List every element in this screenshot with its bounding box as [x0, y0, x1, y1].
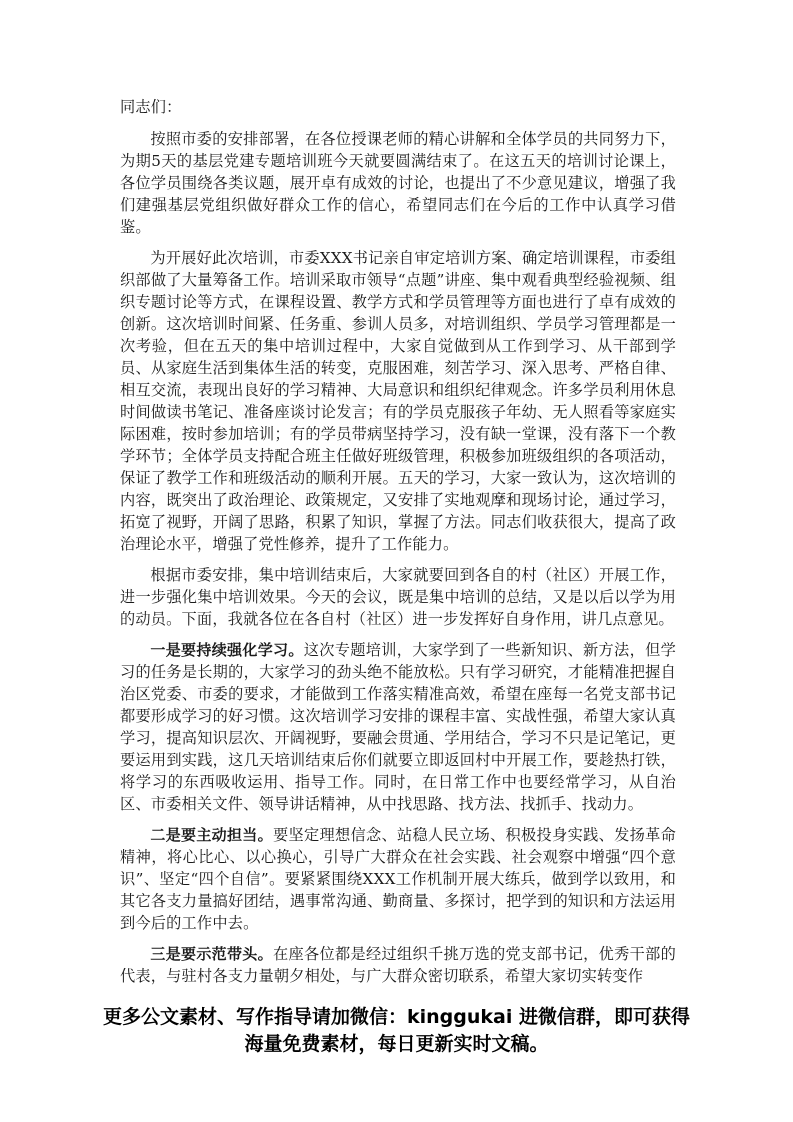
- paragraph-opening: [120, 128, 676, 238]
- paragraph-training-review: [120, 247, 676, 555]
- promo-line-1: 更多公文素材、写作指导请加微信：kinggukai 进微信群，即可获得: [103, 1006, 690, 1028]
- paragraph-text: 在座各位都是经过组织千挑万选的党支部书记，优秀干部的代表，与驻村各支力量朝夕相处，与广大群众密切联系，希望大家切实转变作: [120, 945, 676, 985]
- document-body: [120, 96, 676, 987]
- paragraph-point-one: [120, 639, 676, 815]
- paragraph-text: 为开展好此次培训，市委XXX书记亲自审定培训方案、确定培训课程，市委组织部做了大量筹备工作。培训采取市领导“点题”讲座、集中观看典型经验视频、组织专题讨论等方式，在课程设置、教学方式和学员管理等方面也进行了卓有成效的创新。这次培训时间紧、任务重、参训人员多，对培训组织、学员学习管理都是一次考验，但在五天的集中培训过程中，大家自觉做到从工作到学习、从干部到学员、从家庭生活到集体生活的转变，克服困难，刻苦学习、深入思考、严格自律、相互交流，表现出良好的学习精神、大局意识和组织纪律观念。许多学员利用休息时间做读书笔记、准备座谈讨论发言；有的学员克服孩子年幼、无人照看等家庭实际困难，按时参加培训；有的学员带病坚持学习，没有缺一堂课，没有落下一个教学环节；全体学员支持配合班主任做好班级管理，积极参加班级组织的各项活动，保证了教学工作和班级活动的顺利开展。五天的学习，大家一致认为，这次培训的内容，既突出了政治理论、政策规定，又安排了实地观摩和现场讨论，通过学习，拓宽了视野，开阔了思路，积累了知识，掌握了方法。同志们收获很大，提高了政治理论水平，增强了党性修养，提升了工作能力。: [120, 249, 676, 553]
- paragraph-point-two: [120, 824, 676, 934]
- promo-footer: [100, 1004, 693, 1058]
- paragraph-text: 按照市委的安排部署，在各位授课老师的精心讲解和全体学员的共同努力下，为期5天的基层党建专题培训班今天就要圆满结束了。在这五天的培训讨论课上，各位学员围绕各类议题，展开卓有成效的讨论，也提出了不少意见建议，增强了我们建强基层党组织做好群众工作的信心，希望同志们在今后的工作中认真学习借鉴。: [120, 130, 676, 236]
- point-heading: 三是要示范带头。: [150, 945, 273, 963]
- point-heading: 一是要持续强化学习。: [150, 641, 304, 659]
- paragraph-text: 这次专题培训，大家学到了一些新知识、新方法，但学习的任务是长期的，大家学习的劲头绝不能放松。只有学习研究，才能精准把握自治区党委、市委的要求，才能做到工作落实精准高效，希望在座每一名党支部书记都要形成学习的好习惯。这次培训学习安排的课程丰富、实战性强，希望大家认真学习，提高知识层次、开阔视野，要融会贯通、学用结合，学习不只是记笔记，更要运用到实践，这几天培训结束后你们就要立即返回村中开展工作，要趁热打铁，将学习的东西吸收运用、指导工作。同时，在日常工作中也要经常学习，从自治区、市委相关文件、领导讲话精神，从中找思路、找方法、找抓手、找动力。: [120, 641, 676, 813]
- paragraph-text: 要坚定理想信念、站稳人民立场、积极投身实践、发扬革命精神，将心比心、以心换心，引导广大群众在社会实践、社会观察中增强“四个意识”、坚定“四个自信”。要紧紧围绕XXX工作机制开展大练兵，做到学以致用，和其它各支力量搞好团结，遇事常沟通、勤商量、多探讨，把学到的知识和方法运用到今后的工作中去。: [120, 826, 676, 932]
- point-heading: 二是要主动担当。: [150, 826, 273, 844]
- promo-line-2: 海量免费素材，每日更新实时文稿。: [244, 1033, 549, 1055]
- salutation: 同志们：: [120, 98, 182, 116]
- paragraph-transition: [120, 564, 676, 630]
- paragraph-text: 根据市委安排，集中培训结束后，大家就要回到各自的村（社区）开展工作，进一步强化集中培训效果。今天的会议，既是集中培训的总结，又是以后以学为用的动员。下面，我就各位在各自村（社区）进一步发挥好自身作用，讲几点意见。: [120, 566, 676, 628]
- paragraph-point-three: [120, 943, 676, 987]
